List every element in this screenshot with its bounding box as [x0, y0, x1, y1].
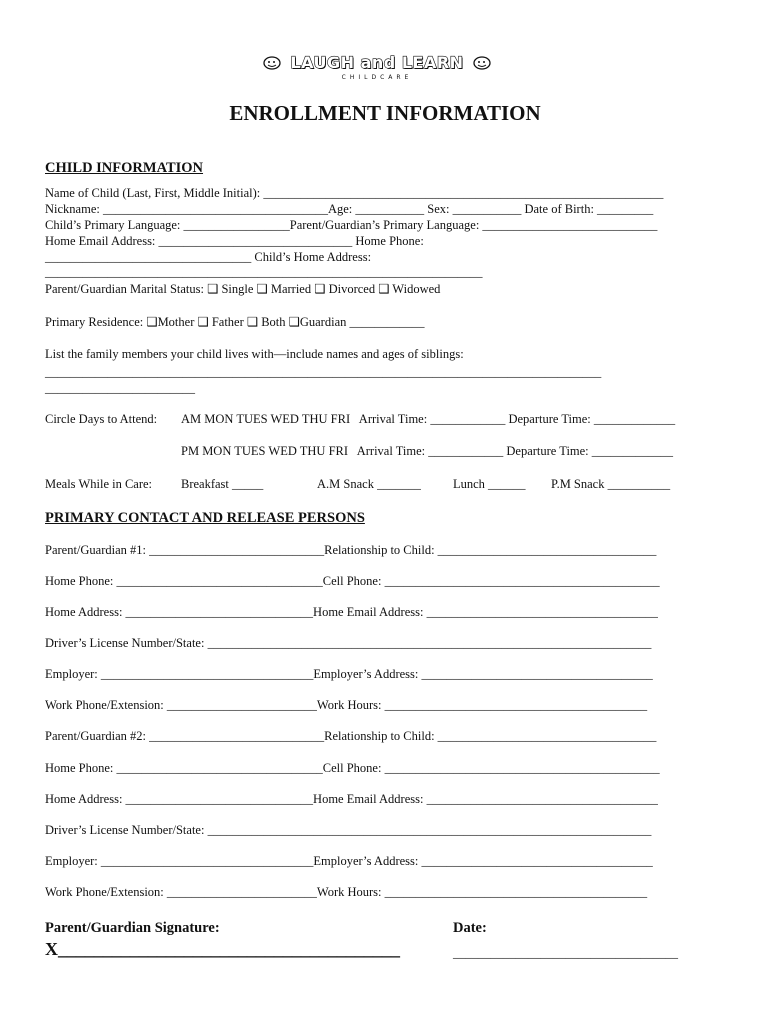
page-title: ENROLLMENT INFORMATION — [229, 101, 541, 125]
home-address-field[interactable]: _________________________________ Child’s Home Address: — [45, 250, 372, 264]
signature-label: Parent/Guardian Signature: — [45, 920, 220, 936]
email-phone-field[interactable]: Home Email Address: _______________________________ Home Phone: — [45, 234, 424, 248]
contact-row[interactable]: Driver’s License Number/State: _______________________________________________________________________ — [45, 636, 652, 650]
logo-subtitle: CHILDCARE — [341, 74, 413, 81]
meal-breakfast[interactable]: Breakfast _____ — [181, 477, 264, 491]
signature-line[interactable]: X______________________________________ — [45, 939, 400, 959]
meal-am-snack[interactable]: A.M Snack _______ — [317, 477, 421, 491]
contact-row[interactable]: Employer: __________________________________Employer’s Address: _____________________________________ — [45, 854, 653, 868]
family-members-blank-2[interactable]: ________________________ — [45, 381, 195, 395]
contact-row[interactable]: Home Phone: _________________________________Cell Phone: ____________________________________________ — [45, 761, 660, 775]
contact-row[interactable]: Home Address: ______________________________Home Email Address: _____________________________________ — [45, 792, 658, 806]
nickname-age-sex-dob-field[interactable]: Nickname: ____________________________________Age: ___________ Sex: ___________ Date of Birth: _________ — [45, 202, 654, 216]
meals-label: Meals While in Care: — [45, 477, 153, 491]
child-name-field[interactable]: Name of Child (Last, First, Middle Initial): ________________________________________________________________ — [45, 186, 664, 200]
laugh-and-learn-logo — [262, 53, 492, 85]
pm-days-row[interactable]: PM MON TUES WED THU FRI Arrival Time: ____________ Departure Time: _____________ — [181, 444, 674, 458]
contact-row[interactable]: Work Phone/Extension: ________________________Work Hours: __________________________________________ — [45, 698, 648, 712]
am-days-row[interactable]: AM MON TUES WED THU FRI Arrival Time: ____________ Departure Time: _____________ — [181, 412, 676, 426]
contact-row[interactable]: Parent/Guardian #1: ____________________________Relationship to Child: ___________________________________ — [45, 543, 657, 557]
contact-row[interactable]: Work Phone/Extension: ________________________Work Hours: __________________________________________ — [45, 885, 648, 899]
family-members-blank-1[interactable]: _________________________________________________________________________________________ — [45, 365, 602, 379]
logo-word: LAUGH and LEARN — [290, 53, 464, 72]
circle-days-label: Circle Days to Attend: — [45, 412, 158, 426]
marital-status-options[interactable]: Parent/Guardian Marital Status: ❑ Single ❑ Married ❑ Divorced ❑ Widowed — [45, 282, 441, 296]
contact-row[interactable]: Home Phone: _________________________________Cell Phone: ____________________________________________ — [45, 574, 660, 588]
contacts-heading: PRIMARY CONTACT AND RELEASE PERSONS — [45, 510, 365, 526]
meal-lunch[interactable]: Lunch ______ — [453, 477, 526, 491]
face-icon-left — [262, 55, 282, 71]
home-address-line2[interactable]: ______________________________________________________________________ — [45, 265, 483, 279]
meal-pm-snack[interactable]: P.M Snack __________ — [551, 477, 671, 491]
face-icon-right — [472, 55, 492, 71]
language-field[interactable]: Child’s Primary Language: _________________Parent/Guardian’s Primary Language: ____________________________ — [45, 218, 658, 232]
date-label: Date: — [453, 920, 487, 936]
contact-row[interactable]: Driver’s License Number/State: _______________________________________________________________________ — [45, 823, 652, 837]
logo-wordmark — [284, 53, 470, 72]
contact-row[interactable]: Parent/Guardian #2: ____________________________Relationship to Child: ___________________________________ — [45, 729, 657, 743]
primary-residence-options[interactable]: Primary Residence: ❑Mother ❑ Father ❑ Both ❑Guardian ____________ — [45, 315, 425, 329]
contact-row[interactable]: Employer: __________________________________Employer’s Address: _____________________________________ — [45, 667, 653, 681]
contact-row[interactable]: Home Address: ______________________________Home Email Address: _____________________________________ — [45, 605, 658, 619]
child-info-heading: CHILD INFORMATION — [45, 160, 204, 176]
family-members-prompt: List the family members your child lives with—include names and ages of siblings: — [45, 347, 464, 361]
date-line[interactable]: ____________________________________ — [453, 946, 678, 960]
